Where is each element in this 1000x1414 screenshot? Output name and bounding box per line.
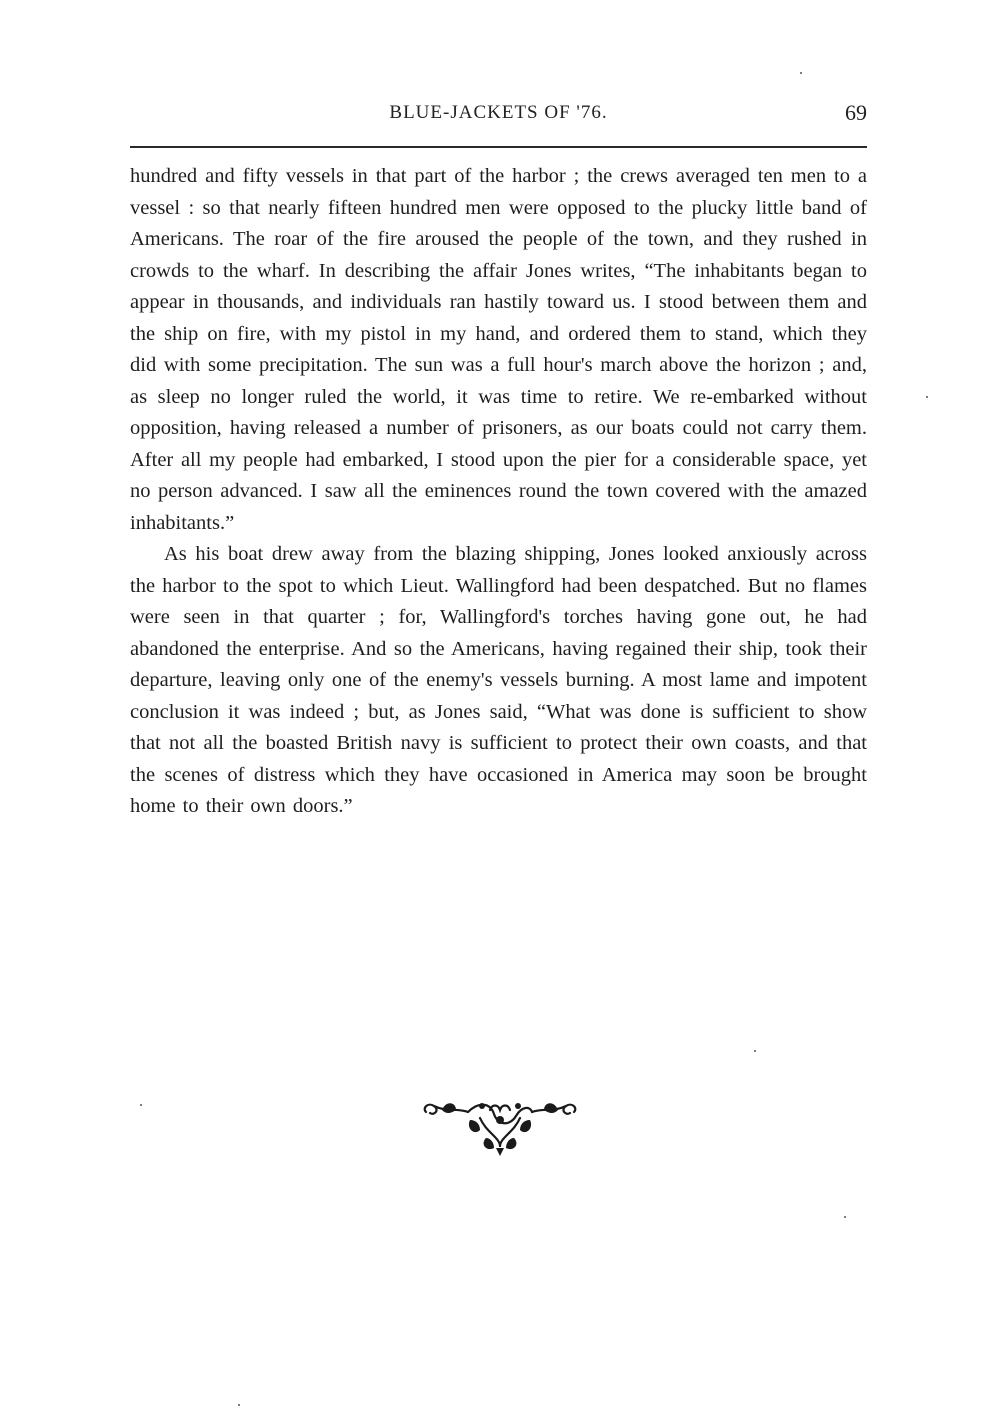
paper-speck: [140, 1104, 142, 1106]
floral-vine-ornament-icon: [420, 1098, 580, 1158]
body-text: [130, 161, 867, 823]
page-header: [130, 102, 867, 132]
paper-speck: [926, 396, 928, 398]
paper-speck: [238, 1404, 240, 1406]
paragraph-boat-departure: As his boat drew away from the blazing shipping, Jones looked anxiously across the harbor to the spot to which Lieut. Wallingford had been despatched. But no flames were seen in that quarter ; for, Wallingford's torches having gone out, he had abandoned the enterprise. And so the Americans, having regained their ship, took their departure, leaving only one of the enemy's vessels burning. A most lame and impotent conclusion it was indeed ; but, as Jones said, “What was done is sufficient to show that not all the boasted British navy is sufficient to protect their own coasts, and that the scenes of distress which they have occasioned in America may soon be brought home to their own doors.”: [130, 543, 867, 817]
paper-speck: [754, 1050, 756, 1052]
page-number: 69: [845, 100, 867, 125]
paragraph-continued: hundred and fifty vessels in that part of the harbor ; the crews averaged ten men to a vessel : so that nearly fifteen hundred men were opposed to the plucky little band of Americans. The roar of the fire aroused the people of the town, and they rushed in crowds to the wharf. In describing the affair Jones writes, “The inhabitants began to appear in thousands, and individuals ran hastily toward us. I stood between them and the ship on fire, with my pistol in my hand, and ordered them to stand, which they did with some precipitation. The sun was a full hour's march above the horizon ; and, as sleep no longer ruled the world, it was time to retire. We re-embarked without opposition, having released a number of prisoners, as our boats could not carry them. After all my people had embarked, I stood upon the pier for a considerable space, yet no person advanced. I saw all the eminences round the town covered with the amazed inhabitants.”: [130, 165, 867, 534]
paper-speck: [844, 1216, 846, 1218]
paper-speck: [800, 72, 802, 74]
running-title: BLUE-JACKETS OF '76.: [389, 102, 608, 123]
header-rule: [130, 146, 867, 148]
